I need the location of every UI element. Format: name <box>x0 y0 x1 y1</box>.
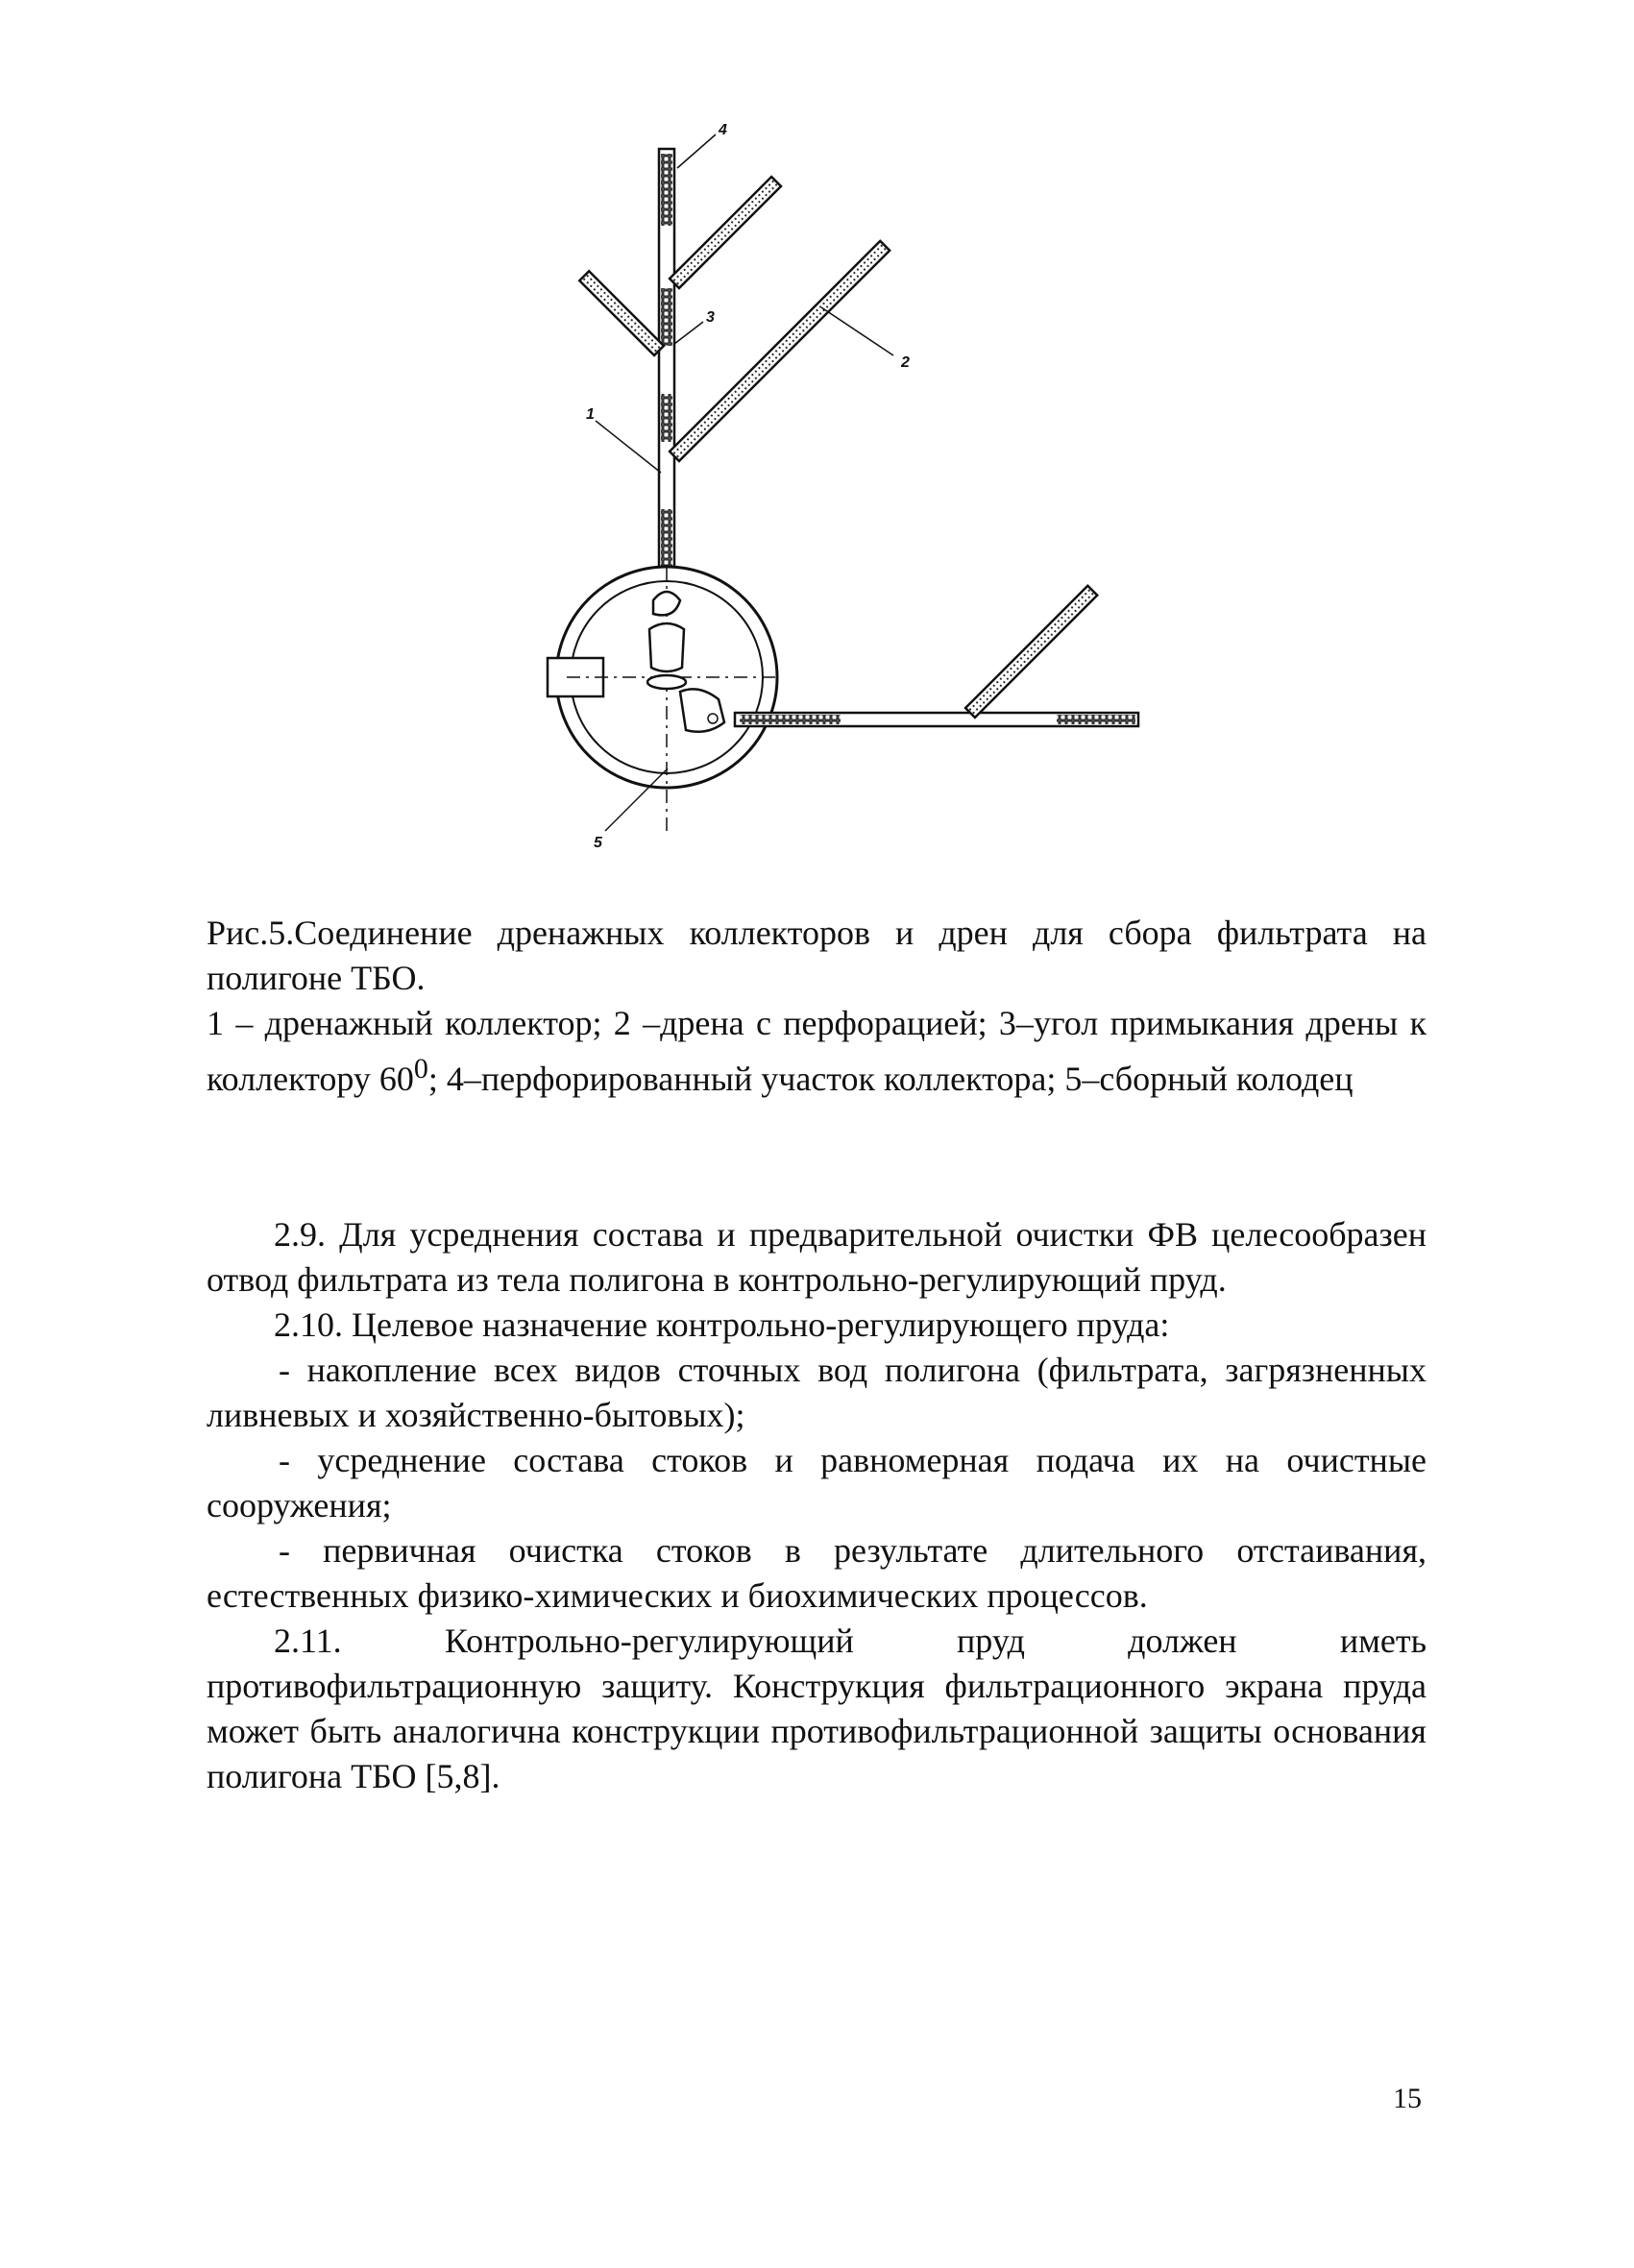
caption-legend-post: ; 4–перфорированный участок коллектора; 5–сборный колодец <box>427 1060 1354 1098</box>
caption-legend <box>207 1001 1427 1102</box>
drainage-diagram <box>461 115 1191 884</box>
label-4: 4 <box>719 122 727 138</box>
bullet-item: - накопление всех видов сточных вод полигона (фильтрата, загрязненных ливневых и хозяйственно-бытовых); <box>207 1351 1427 1434</box>
label-1: 1 <box>586 406 595 423</box>
paragraph-2-9: 2.9. Для усреднения состава и предварительной очистки ФВ целесообразен отвод фильтрата из тела полигона в контрольно-регулирующий пруд. <box>207 1215 1427 1299</box>
drain-upper-left <box>579 271 664 355</box>
paragraph-2-10: 2.10. Целевое назначение контрольно-регулирующего пруда: <box>274 1305 1170 1344</box>
collection-well <box>548 567 778 831</box>
label-5: 5 <box>594 835 602 851</box>
caption-title: Рис.5.Соединение дренажных коллекторов и дрен для сбора фильтрата на полигоне ТБО. <box>207 914 1427 997</box>
page-number: 15 <box>1393 2083 1422 2114</box>
figure-caption <box>207 911 1427 1102</box>
caption-legend-pre: 1 – дренажный коллектор; 2 –дрена с перфорацией; 3–угол примыкания дрены к коллектору 60 <box>207 1004 1427 1098</box>
label-3: 3 <box>706 309 715 326</box>
bullet-item: - усреднение состава стоков и равномерная подача их на очистные сооружения; <box>207 1441 1427 1524</box>
drain-perforated-long <box>670 241 890 461</box>
drainage-figure <box>461 115 1191 884</box>
main-text <box>207 1212 1427 1799</box>
drain-lower-right <box>965 586 1097 718</box>
leader-3 <box>674 322 703 344</box>
label-2: 2 <box>901 354 910 371</box>
caption-legend-sup: 0 <box>413 1053 428 1085</box>
paragraph-2-11: 2.11. Контрольно-регулирующий пруд должен иметь противофильтрационную защиту. Конструкция фильтрационного экрана пруда может быть аналогична конструкции противофильтрационной защиты основания полигона ТБО [5,8]. <box>207 1622 1427 1795</box>
bullet-item: - первичная очистка стоков в результате длительного отстаивания, естественных физико-химических и биохимических процессов. <box>207 1531 1427 1615</box>
collector-horizontal <box>735 713 1138 726</box>
collector-vertical <box>659 149 674 620</box>
drain-upper-right-short <box>670 177 781 288</box>
leader-4 <box>677 134 716 168</box>
leader-1 <box>596 421 661 473</box>
leader-2 <box>821 307 893 355</box>
